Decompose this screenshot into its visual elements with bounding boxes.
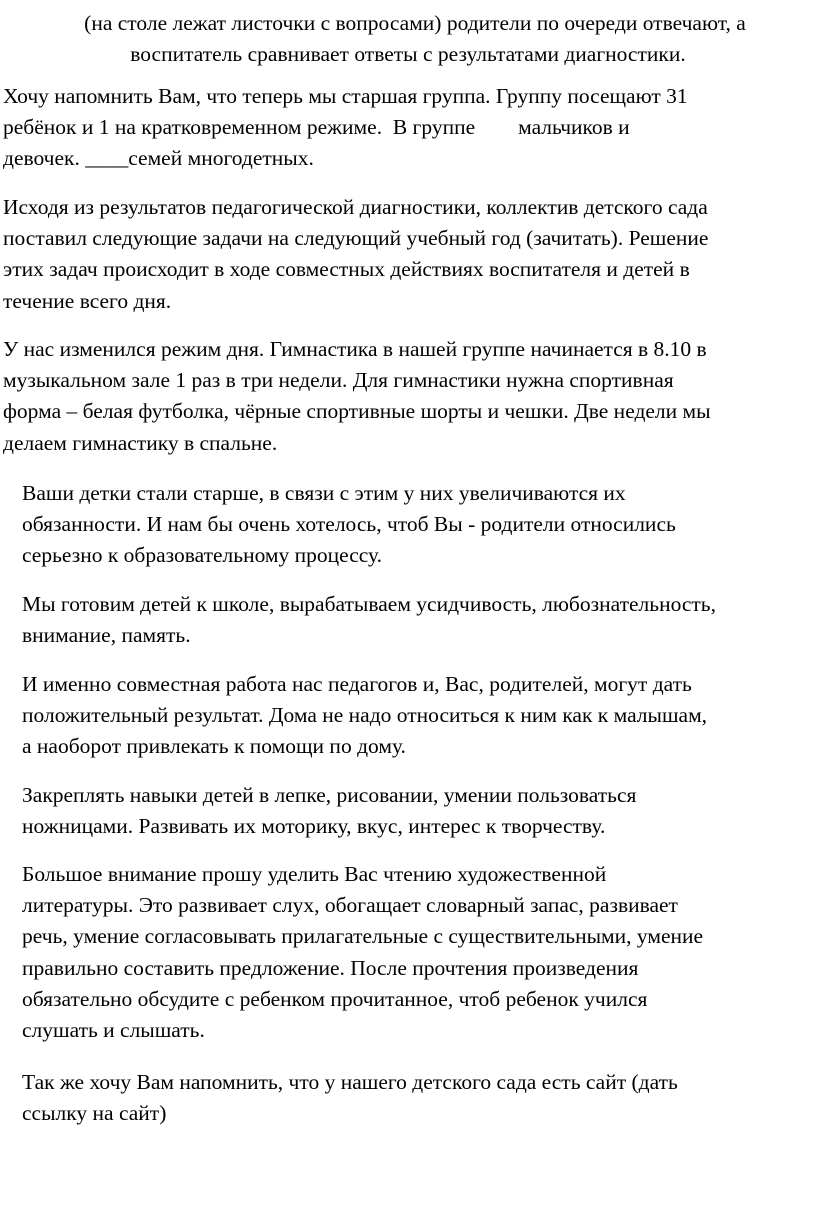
paragraph-diagnostics: [3, 192, 809, 317]
paragraph-reading: [22, 859, 812, 1046]
text-line: форма – белая футболка, чёрные спортивные шорты и чешки. Две недели мы: [3, 399, 711, 424]
text-line: девочек. ____семей многодетных.: [3, 146, 314, 171]
text-line: серьезно к образовательному процессу.: [22, 543, 383, 568]
text-line: этих задач происходит в ходе совместных действиях воспитателя и детей в: [3, 257, 690, 282]
intro-line-2: воспитатель сравнивает ответы с результатами диагностики.: [130, 42, 686, 67]
text-line: Исходя из результатов педагогической диагностики, коллектив детского сада: [3, 195, 708, 219]
text-line: а наоборот привлекать к помощи по дому.: [22, 734, 406, 759]
intro-line-1: (на столе лежат листочки с вопросами) родители по очереди отвечают, а: [84, 11, 746, 35]
paragraph-group-info: [3, 81, 809, 175]
paragraph-schedule: [3, 334, 809, 459]
text-line: Ваши детки стали старше, в связи с этим у них увеличиваются их: [22, 481, 626, 505]
text-line: И именно совместная работа нас педагогов и, Вас, родителей, могут дать: [22, 672, 692, 696]
paragraph-website: [22, 1067, 812, 1129]
text-line: Закреплять навыки детей в лепке, рисовании, умении пользоваться: [22, 783, 637, 807]
text-line: правильно составить предложение. После прочтения произведения: [22, 955, 639, 980]
text-line: Мы готовим детей к школе, вырабатываем усидчивость, любознательность,: [22, 592, 716, 616]
text-line: делаем гимнастику в спальне.: [3, 430, 278, 455]
intro-paragraph: [0, 8, 816, 70]
text-line: речь, умение согласовывать прилагательные с существительными, умение: [22, 924, 704, 949]
paragraph-cooperation: [22, 669, 812, 763]
text-line: обязательно обсудите с ребенком прочитанное, чтоб ребенок учился: [22, 986, 648, 1011]
text-line: Хочу напомнить Вам, что теперь мы старшая группа. Группу посещают 31: [3, 84, 688, 108]
text-line: слушать и слышать.: [22, 1018, 205, 1043]
text-line: литературы. Это развивает слух, обогащает словарный запас, развивает: [22, 893, 678, 918]
text-line: Так же хочу Вам напомнить, что у нашего детского сада есть сайт (дать: [22, 1070, 678, 1094]
text-line: положительный результат. Дома не надо относиться к ним как к малышам,: [22, 703, 708, 728]
text-line: ножницами. Развивать их моторику, вкус, интерес к творчеству.: [22, 814, 606, 839]
text-line: ссылку на сайт): [22, 1101, 167, 1126]
text-line: Большое внимание прошу уделить Вас чтению художественной: [22, 862, 607, 886]
paragraph-responsibilities: [22, 478, 812, 572]
text-line: ребёнок и 1 на кратковременном режиме. В группе мальчиков и: [3, 115, 630, 140]
text-line: течение всего дня.: [3, 288, 172, 313]
paragraph-skills: [22, 780, 812, 842]
text-line: музыкальном зале 1 раз в три недели. Для гимнастики нужна спортивная: [3, 368, 674, 393]
text-line: обязанности. И нам бы очень хотелось, чтоб Вы - родители относились: [22, 512, 676, 537]
paragraph-school-prep: [22, 589, 812, 651]
text-line: поставил следующие задачи на следующий учебный год (зачитать). Решение: [3, 226, 709, 251]
text-line: У нас изменился режим дня. Гимнастика в нашей группе начинается в 8.10 в: [3, 337, 707, 361]
text-line: внимание, память.: [22, 623, 191, 648]
